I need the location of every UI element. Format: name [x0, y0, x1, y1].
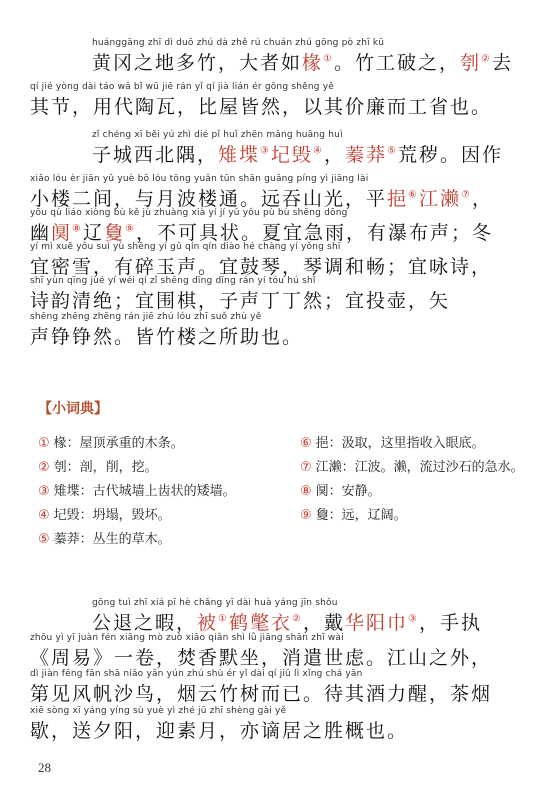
pinyin-line: xiǎo lóu èr jiān yǔ yuè bō lóu tōng yuǎn tūn shān guāng píng yì jiāng lài [30, 174, 369, 184]
glossary-text: 刳：剖，削，挖。 [53, 460, 158, 475]
glossed-term: 刳 [460, 52, 482, 74]
glossary-number: ④ [38, 508, 50, 523]
glossary-text: 挹：汲取，这里指收入眼底。 [315, 436, 485, 451]
glossary-number: ⑨ [300, 508, 312, 523]
text-line [92, 140, 503, 167]
text-line [30, 322, 303, 349]
text-segment: 黄冈之地多竹，大者如 [92, 52, 303, 74]
text-segment: 子城西北隅， [92, 144, 219, 166]
footnote-marker: ⑧ [72, 223, 83, 235]
glossary-text: 敻：远，辽阔。 [315, 508, 407, 523]
text-line [30, 92, 492, 119]
glossary-text: 椽：屋顶承重的木条。 [53, 436, 184, 451]
pinyin-line: gōng tuì zhī xiá pī hè chǎng yī dài huà yáng jīn shǒu [92, 598, 338, 608]
glossed-term: 鹤氅衣 [229, 612, 293, 634]
glossed-term: 雉堞 [218, 144, 261, 166]
pinyin-line: xiē sòng xī yáng yíng sù yuè yì zhé jū zhī shèng gài yě [30, 706, 287, 716]
text-segment: 去 [492, 52, 514, 74]
glossary-number: ③ [38, 484, 50, 499]
pinyin-line: zhōu yì yī juàn fén xiāng mò zuò xiāo qiǎn shì lǜ jiāng shān zhī wài [30, 633, 344, 643]
text-line [30, 286, 450, 313]
glossary-number: ⑦ [300, 460, 312, 475]
text-segment: 辽 [83, 222, 105, 244]
text-segment: ，不可具状。夏宜急雨，有瀑布声；冬 [136, 222, 494, 244]
text-line [92, 48, 513, 75]
text-segment: ，手执 [418, 612, 482, 634]
glossed-term: 椽 [302, 52, 324, 74]
glossary-text: 阒：安静。 [315, 484, 381, 499]
glossed-term: 挹 [387, 188, 409, 210]
glossary-text: 蓁莽：丛生的草木。 [53, 532, 171, 547]
pinyin-line: yōu qù liáo xiòng bù kě jù zhuàng xià yí jí yǔ yǒu pù bù shēng dōng [30, 208, 348, 218]
text-line [30, 252, 492, 279]
text-segment: 诗韵清绝；宜围棋，子声丁丁然；宜投壶，矢 [30, 290, 451, 312]
text-segment: 第见风帆沙鸟，烟云竹树而已。待其酒力醒，茶烟 [30, 683, 493, 705]
glossed-term: 圮毁 [271, 144, 314, 166]
pinyin-line: shēng zhēng zhēng rán jiē zhú lóu zhī suǒ zhù yě [30, 312, 262, 322]
text-line [30, 643, 492, 670]
footnote-marker: ⑤ [387, 145, 398, 157]
pinyin-line: yí mì xuě yǒu suì yù shēng yí gǔ qín qín diào hé chàng yí yǒng shī [30, 242, 341, 252]
text-line [30, 716, 408, 743]
text-segment: 声铮铮然。皆竹楼之所助也。 [30, 326, 304, 348]
text-segment: 小楼二间，与月波楼通。远吞山光，平 [30, 188, 388, 210]
glossed-term: 江濑 [419, 188, 462, 210]
page-number: 28 [38, 760, 51, 775]
glossary-entry [38, 432, 184, 451]
pinyin-line: shī yùn qīng jué yí wéi qí zǐ shēng dīng dīng rán yí tóu hú shǐ [30, 276, 316, 286]
glossed-term: 蓁莽 [345, 144, 388, 166]
pinyin-line: zǐ chéng xī běi yú zhì dié pǐ huǐ zhēn mǎng huāng huì [92, 130, 343, 140]
pinyin-line: qí jié yòng dài táo wǎ bǐ wū jiē rán yǐ qí jià lián ér gōng shěng yě [30, 82, 334, 92]
glossary-title: 【小词典】 [38, 401, 108, 417]
glossed-term: 敻 [104, 222, 126, 244]
footnote-marker: ① [218, 613, 229, 625]
glossary-entry [300, 456, 524, 475]
glossary-number: ① [38, 436, 50, 451]
text-segment: 歇，送夕阳，迎素月，亦谪居之胜概也。 [30, 720, 409, 742]
glossary-number: ⑥ [300, 436, 312, 451]
glossary-entry [300, 432, 485, 451]
glossed-term: 被 [197, 612, 219, 634]
glossary-entry [38, 456, 158, 475]
glossary-entry [38, 504, 171, 523]
pinyin-line: dì jiàn fēng fān shā niǎo yān yún zhú shù ér yǐ dài qí jiǔ lì xǐng chá yān [30, 669, 363, 679]
glossary-text: 雉堞：古代城墙上齿状的矮墙。 [53, 484, 236, 499]
footnote-marker: ① [323, 53, 334, 65]
footnote-marker: ③ [260, 145, 271, 157]
text-segment: 公退之暇， [92, 612, 198, 634]
footnote-marker: ② [292, 613, 303, 625]
text-line [30, 184, 493, 211]
glossary-entry [300, 480, 381, 499]
text-segment: ，戴 [302, 612, 345, 634]
footnote-marker: ⑨ [125, 223, 136, 235]
text-segment: 宜密雪，有碎玉声。宜鼓琴，琴调和畅；宜咏诗， [30, 256, 493, 278]
glossary-text: 圮毁：坍塌，毁坏。 [53, 508, 171, 523]
footnote-marker: ④ [313, 145, 324, 157]
glossed-term: 华阳巾 [345, 612, 409, 634]
footnote-marker: ③ [408, 613, 419, 625]
text-segment: ， [471, 188, 493, 210]
text-segment: 。竹工破之， [334, 52, 461, 74]
pinyin-line: huánggāng zhī dì duō zhú dà zhě rú chuán zhú gōng pò zhī kū [92, 38, 385, 48]
glossary-number: ⑧ [300, 484, 312, 499]
footnote-marker: ⑥ [408, 189, 419, 201]
glossary-number: ② [38, 460, 50, 475]
glossary-number: ⑤ [38, 532, 50, 547]
text-segment: ， [323, 144, 345, 166]
text-segment: 其节，用代陶瓦，比屋皆然，以其价廉而工省也。 [30, 96, 493, 118]
text-line [92, 608, 482, 635]
text-line [30, 218, 493, 245]
glossary-text: 江濑：江波。濑，流过沙石的急水。 [315, 460, 524, 475]
text-segment: 荒秽。因作 [397, 144, 503, 166]
glossary-entry [38, 480, 236, 499]
glossed-term: 阒 [51, 222, 73, 244]
text-segment: 《周易》一卷，焚香默坐，消遣世虑。江山之外， [30, 647, 493, 669]
glossary-entry [300, 504, 407, 523]
text-segment: 幽 [30, 222, 52, 244]
footnote-marker: ⑦ [461, 189, 472, 201]
footnote-marker: ② [481, 53, 492, 65]
glossary-entry [38, 528, 171, 547]
text-line [30, 679, 492, 706]
